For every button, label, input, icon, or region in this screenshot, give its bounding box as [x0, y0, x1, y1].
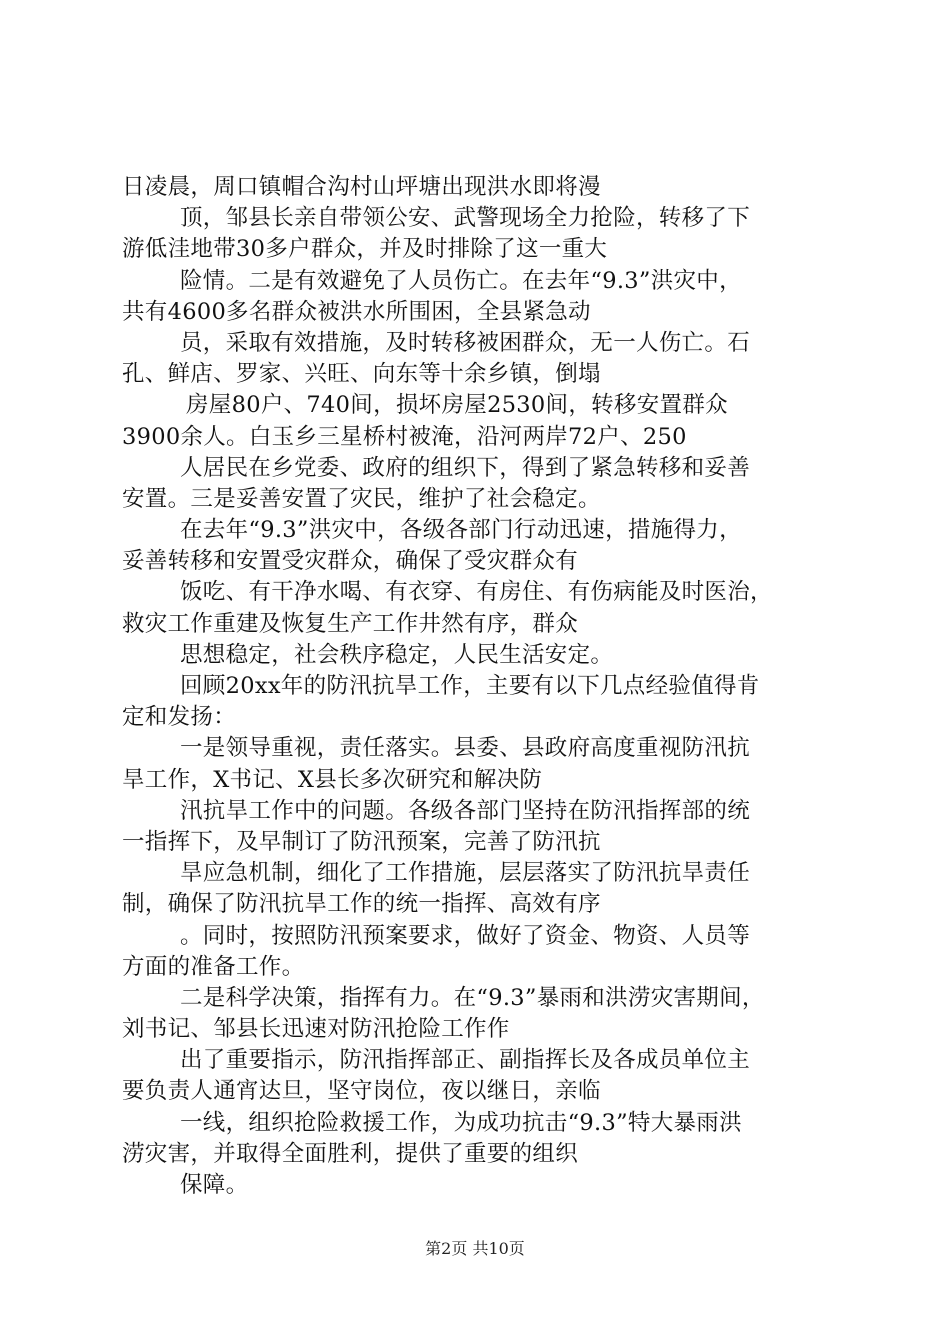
- text-line: 汛抗旱工作中的问题。各级各部门坚持在防汛指挥部的统: [180, 797, 751, 824]
- text-line: 人居民在乡党委、政府的组织下，得到了紧急转移和妥善: [180, 454, 751, 481]
- text-line: 妥善转移和安置受灾群众，确保了受灾群众有: [122, 548, 579, 575]
- text-line: 旱工作，X书记、X县长多次研究和解决防: [122, 766, 543, 793]
- text-line: 。同时，按照防汛预案要求，做好了资金、物资、人员等: [180, 922, 751, 949]
- page-footer: 第2页 共10页: [425, 1239, 525, 1258]
- text-line: 刘书记、邹县长迅速对防汛抢险工作作: [122, 1016, 510, 1043]
- text-line: 3900余人。白玉乡三星桥村被淹，沿河两岸72户、250: [122, 423, 687, 450]
- document-body: [122, 172, 842, 1201]
- text-line: 饭吃、有干净水喝、有衣穿、有房住、有伤病能及时医治，: [180, 579, 773, 606]
- text-line: 险情。二是有效避免了人员伤亡。在去年“9.3”洪灾中，: [180, 267, 742, 294]
- text-line: 回顾20xx年的防汛抗旱工作，主要有以下几点经验值得肯: [180, 673, 760, 699]
- text-line: 要负责人通宵达旦，坚守岗位，夜以继日，亲临: [122, 1078, 601, 1105]
- text-line: 旱应急机制，细化了工作措施，层层落实了防汛抗旱责任: [180, 860, 751, 887]
- text-line: 孔、鲜店、罗家、兴旺、向东等十余乡镇，倒塌: [122, 361, 601, 388]
- text-line: 方面的准备工作。: [122, 953, 305, 980]
- text-line: 在去年“9.3”洪灾中，各级各部门行动迅速，措施得力，: [180, 517, 742, 544]
- text-line: 保障。: [180, 1172, 249, 1198]
- text-line: 二是科学决策，指挥有力。在“9.3”暴雨和洪涝灾害期间，: [180, 984, 765, 1011]
- text-line: 一线，组织抢险救援工作，为成功抗击“9.3”特大暴雨洪: [180, 1109, 742, 1136]
- text-line: 制，确保了防汛抗旱工作的统一指挥、高效有序: [122, 891, 601, 918]
- text-line: 定和发扬：: [122, 704, 237, 731]
- text-line: 一是领导重视，责任落实。县委、县政府高度重视防汛抗: [180, 735, 751, 762]
- text-line: 顶，邹县长亲自带领公安、武警现场全力抢险，转移了下: [180, 205, 751, 232]
- text-line: 涝灾害，并取得全面胜利，提供了重要的组织: [122, 1140, 579, 1167]
- text-line: 一指挥下，及早制订了防汛预案，完善了防汛抗: [122, 828, 601, 855]
- text-line: 游低洼地带30多户群众，并及时排除了这一重大: [122, 236, 608, 263]
- text-line: 出了重要指示，防汛指挥部正、副指挥长及各成员单位主: [180, 1047, 751, 1074]
- text-line: 思想稳定，社会秩序稳定，人民生活安定。: [180, 641, 614, 668]
- text-line: 房屋80户、740间，损坏房屋2530间，转移安置群众: [186, 392, 728, 419]
- text-line: 安置。三是妥善安置了灾民，维护了社会稳定。: [122, 485, 601, 512]
- text-line: 员，采取有效措施，及时转移被困群众，无一人伤亡。石: [180, 329, 751, 356]
- text-line: 救灾工作重建及恢复生产工作井然有序，群众: [122, 610, 579, 637]
- text-line: 共有4600多名群众被洪水所围困，全县紧急动: [122, 298, 591, 325]
- text-line: 日凌晨，周口镇帽合沟村山坪塘出现洪水即将漫: [122, 174, 601, 200]
